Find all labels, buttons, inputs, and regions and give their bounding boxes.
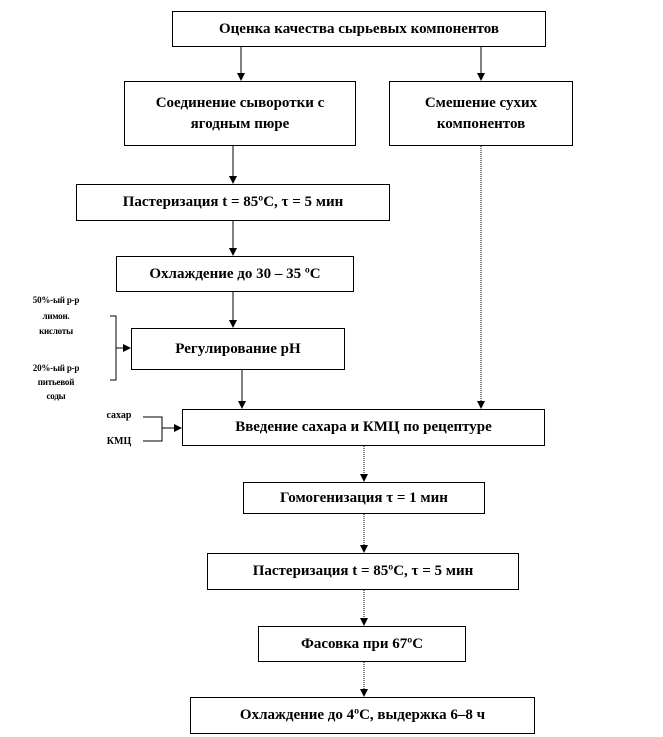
step-ph-label: Регулирование рН xyxy=(175,340,301,357)
bracket-sugar-cmc xyxy=(143,417,162,441)
step-pasteurization-2-label: Пастеризация t = 85ºС, τ = 5 мин xyxy=(252,563,474,579)
step-quality-assessment xyxy=(172,11,546,47)
step-dry-mixing-label-line1: Смешение сухих xyxy=(424,94,538,111)
step-whey-puree-mixing xyxy=(124,81,356,146)
input-baking-soda-line2: питьевой xyxy=(37,377,75,387)
step-sugar-cmc-label: Введение сахара и КМЦ по рецептуре xyxy=(235,419,492,435)
step-ph-adjustment xyxy=(131,328,345,370)
input-citric-acid xyxy=(6,294,106,337)
step-cooling-1-label: Охлаждение до 30 – 35 ºС xyxy=(149,265,321,282)
bracket-acid-soda xyxy=(110,316,116,380)
step-pasteurization-2 xyxy=(207,553,519,590)
step-dry-mixing xyxy=(389,81,573,146)
step-sugar-cmc xyxy=(182,409,545,446)
step-pasteurization-1-label: Пастеризация t = 85ºС, τ = 5 мин xyxy=(122,194,344,210)
input-citric-acid-line1: 50%-ый р-р xyxy=(32,295,80,305)
step-final-cooling-label: Охлаждение до 4ºС, выдержка 6–8 ч xyxy=(239,707,486,723)
step-cooling-1 xyxy=(116,256,354,292)
step-dry-mixing-label-line2: компонентов xyxy=(436,115,526,132)
step-homogenization-label: Гомогенизация τ = 1 мин xyxy=(280,489,448,506)
step-filling xyxy=(258,626,466,662)
input-baking-soda-line3: соды xyxy=(46,391,66,401)
step-final-cooling xyxy=(190,697,535,734)
step-quality-label: Оценка качества сырьевых компонентов xyxy=(219,20,499,37)
input-sugar: сахар xyxy=(106,410,132,421)
input-citric-acid-line2: лимон. xyxy=(42,311,70,321)
input-cmc: КМЦ xyxy=(106,436,132,447)
input-citric-acid-line3: кислоты xyxy=(39,326,73,336)
step-filling-label: Фасовка при 67ºС xyxy=(300,635,424,652)
step-whey-puree-label-line1: Соединение сыворотки с xyxy=(155,94,325,111)
step-homogenization xyxy=(243,482,485,514)
input-baking-soda xyxy=(6,362,106,402)
step-whey-puree-label-line2: ягодным пюре xyxy=(190,115,290,132)
step-pasteurization-1 xyxy=(76,184,390,221)
input-baking-soda-line1: 20%-ый р-р xyxy=(32,363,80,373)
